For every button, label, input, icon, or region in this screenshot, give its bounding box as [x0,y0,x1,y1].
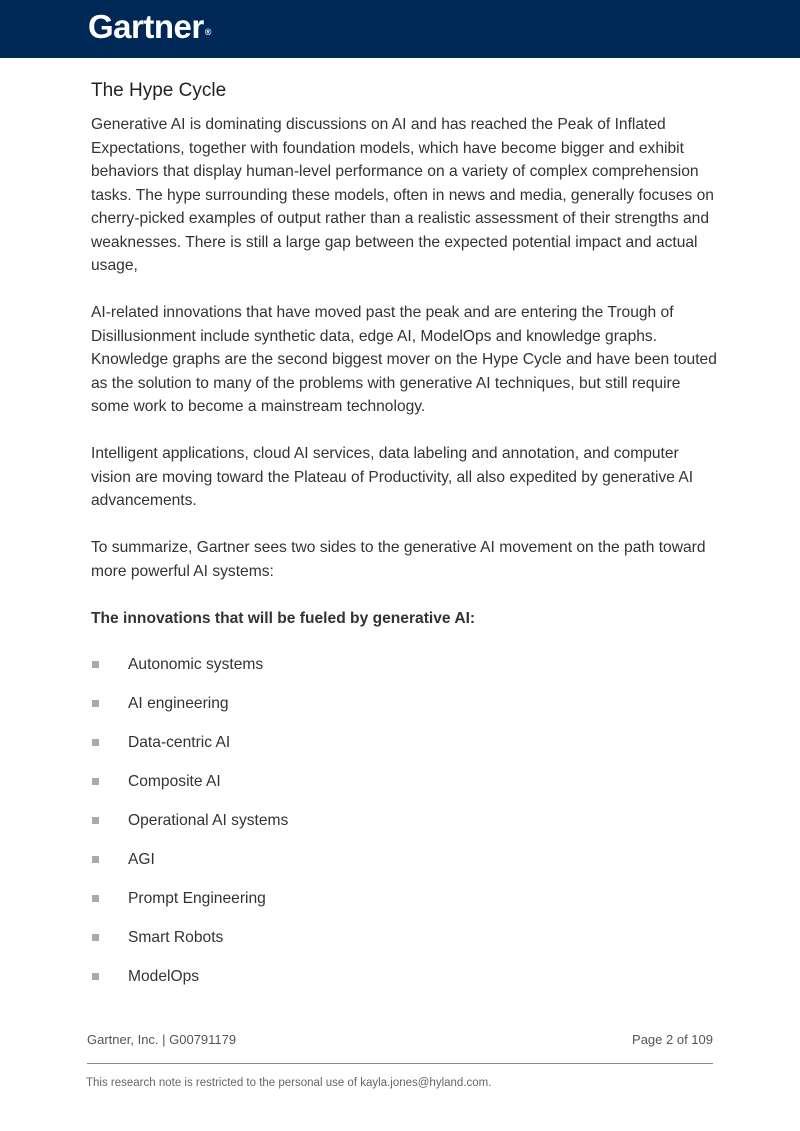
page-header [0,0,800,58]
list-item-label: ModelOps [128,968,200,985]
list-item [91,692,721,731]
list-item-label: Data-centric AI [128,734,231,751]
list-item [91,926,721,965]
list-item [91,770,721,809]
list-item [91,653,721,692]
paragraph-3: Intelligent applications, cloud AI services, data labeling and annotation, and computer vision are moving toward the Plateau of Productivity, all also expedited by generative AI advancements. [91,445,694,509]
list-item-label: AI engineering [128,695,229,712]
list-item [91,965,721,1004]
list-item-label: Operational AI systems [128,812,289,829]
registered-mark: ® [204,27,211,37]
usage-disclaimer: This research note is restricted to the personal use of kayla.jones@hyland.com. [86,1077,492,1089]
list-item-label: Autonomic systems [128,656,264,673]
list-item [91,887,721,926]
document-id: Gartner, Inc. | G00791179 [87,1032,237,1047]
logo-text: Gartner [88,8,204,45]
innovations-list [91,653,721,1004]
square-bullet-icon [92,739,99,746]
list-item [91,731,721,770]
square-bullet-icon [92,934,99,941]
paragraph-4: To summarize, Gartner sees two sides to the generative AI movement on the path toward more powerful AI systems: [91,539,706,580]
list-item-label: AGI [128,851,155,868]
paragraph-1: Generative AI is dominating discussions on AI and has reached the Peak of Inflated Expectations, together with foundation models, which have become bigger and exhibit behaviors that display human-level performance on a variety of complex comprehension tasks. The hype surrounding these models, often in news and media, generally focuses on cherry-picked examples of output rather than a realistic assessment of their strengths and weaknesses. There is still a large gap between the expected potential impact and actual usage, [91,116,714,274]
paragraph-2: AI-related innovations that have moved past the peak and are entering the Trough of Disillusionment include synthetic data, edge AI, ModelOps and knowledge graphs. Knowledge graphs are the second biggest mover on the Hype Cycle and have been touted as the solution to many of the problems with generative AI techniques, but still require some work to become a mainstream technology. [91,304,717,415]
innovations-subheading: The innovations that will be fueled by generative AI: [91,609,476,627]
list-item-label: Composite AI [128,773,221,790]
list-item [91,809,721,848]
document-body [91,78,721,1004]
square-bullet-icon [92,895,99,902]
page-number: Page 2 of 109 [632,1032,713,1047]
square-bullet-icon [92,661,99,668]
gartner-logo [88,8,211,46]
section-title: The Hype Cycle [91,80,227,101]
footer-divider [87,1063,713,1064]
list-item [91,848,721,887]
square-bullet-icon [92,817,99,824]
square-bullet-icon [92,778,99,785]
list-item-label: Prompt Engineering [128,890,266,907]
square-bullet-icon [92,973,99,980]
list-item-label: Smart Robots [128,929,224,946]
square-bullet-icon [92,700,99,707]
square-bullet-icon [92,856,99,863]
